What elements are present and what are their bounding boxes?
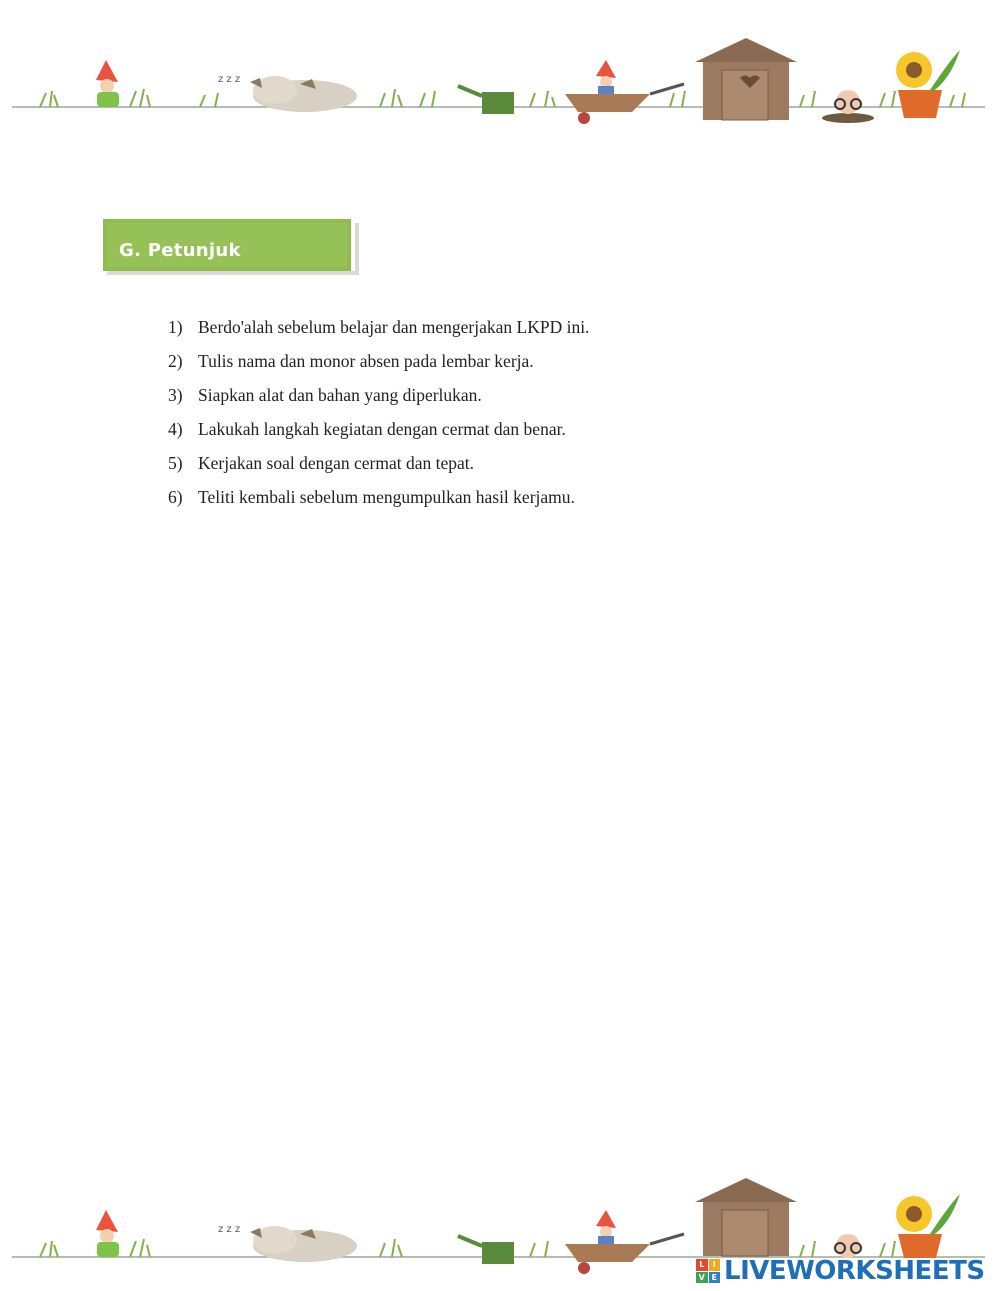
watering-can-icon [458, 86, 514, 114]
list-item-text: Tulis nama dan monor absen pada lembar kerja. [198, 351, 534, 371]
gnome-icon [96, 1210, 119, 1257]
garden-shed-icon [695, 38, 797, 120]
list-item [168, 383, 868, 417]
garden-scene-graphic [12, 38, 985, 124]
list-item [168, 417, 868, 451]
sunflower-pot-icon [896, 1194, 960, 1258]
wheelbarrow-icon [565, 60, 684, 124]
section-header [103, 219, 355, 271]
garden-shed-icon [695, 1178, 797, 1256]
liveworksheets-logo-icon: L I V E [696, 1259, 720, 1283]
list-item-text: Siapkan alat dan bahan yang diperlukan. [198, 385, 482, 405]
watermark-text: LIVEWORKSHEETS [724, 1256, 985, 1286]
svg-text:z z z: z z z [218, 74, 241, 85]
list-item-number: 2) [168, 351, 183, 371]
list-item [168, 349, 868, 383]
mole-icon [835, 1234, 861, 1258]
list-item-number: 5) [168, 453, 183, 473]
wheelbarrow-icon [565, 1210, 684, 1274]
list-item [168, 451, 868, 485]
list-item-number: 3) [168, 385, 183, 405]
liveworksheets-watermark [696, 1256, 985, 1286]
list-item-number: 1) [168, 317, 183, 337]
garden-border-top [0, 10, 1000, 130]
list-item-number: 6) [168, 487, 183, 507]
list-item-number: 4) [168, 419, 183, 439]
svg-text:z z z: z z z [218, 1224, 241, 1235]
list-item-text: Teliti kembali sebelum mengumpulkan hasil kerjamu. [198, 487, 575, 507]
list-item-text: Lakukah langkah kegiatan dengan cermat dan benar. [198, 419, 566, 439]
instructions-list [168, 315, 868, 519]
section-title: G. Petunjuk [119, 240, 241, 261]
list-item [168, 485, 868, 519]
watering-can-icon [458, 1236, 514, 1264]
sunflower-pot-icon [896, 50, 960, 118]
list-item-text: Berdo'alah sebelum belajar dan mengerjakan LKPD ini. [198, 317, 590, 337]
list-item-text: Kerjakan soal dengan cermat dan tepat. [198, 453, 474, 473]
gnome-icon [96, 60, 119, 107]
list-item [168, 315, 868, 349]
